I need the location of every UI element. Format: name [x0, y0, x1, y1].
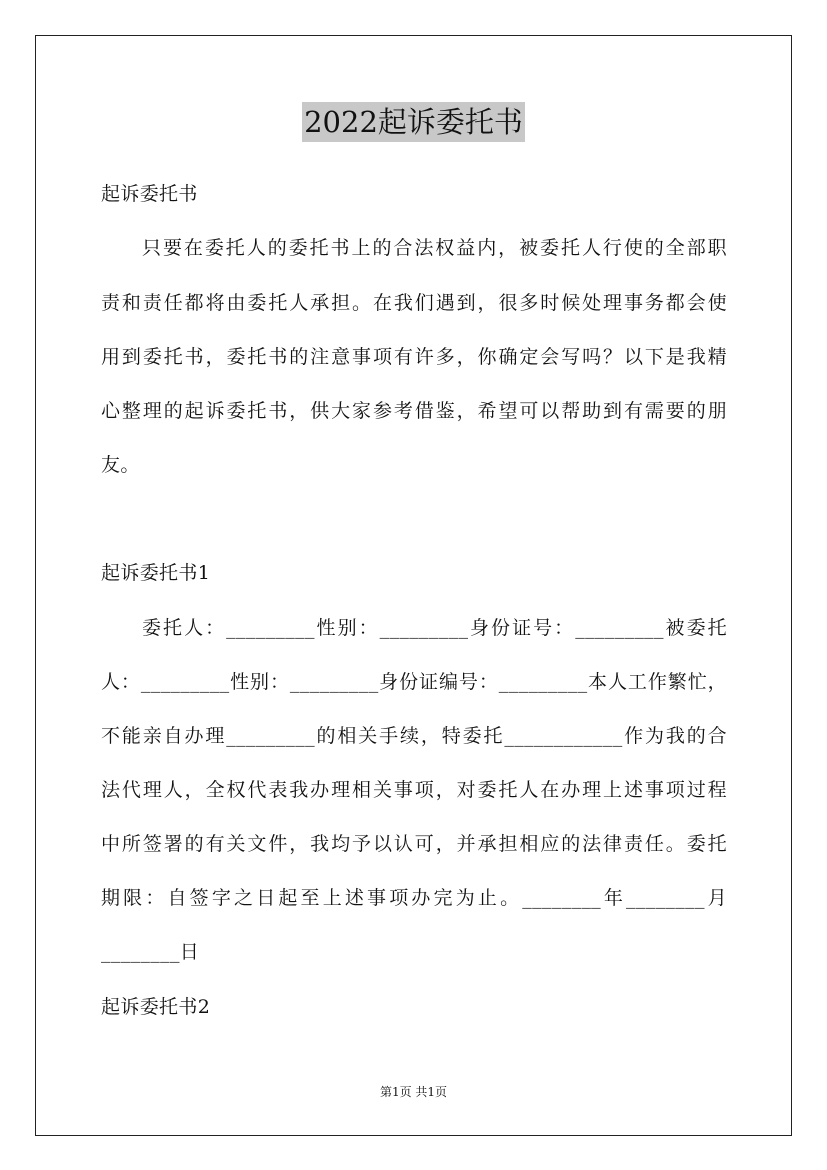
intro-line-1: 只要在委托人的委托书上的合法权益内，被委托人行使的全部职 [142, 237, 727, 259]
section2-heading: 起诉委托书2 [101, 996, 211, 1018]
intro-line-3: 用到委托书，委托书的注意事项有许多，你确定会写吗？以下是我精 [101, 346, 727, 368]
section1-line-7: ________日 [101, 941, 200, 963]
section1-line-4: 法代理人，全权代表我办理相关事项，对委托人在办理上述事项过程 [101, 779, 727, 801]
page-footer: 第1页 共1页 [379, 1085, 448, 1099]
heading: 起诉委托书 [101, 183, 198, 205]
section1-line-1: 委托人：_________性别：_________身份证号：_________被委托 [142, 617, 727, 639]
section1-line-6: 期限：自签字之日起至上述事项办完为止。________年________月 [101, 887, 727, 909]
intro-line-2: 责和责任都将由委托人承担。在我们遇到，很多时候处理事务都会使 [101, 292, 727, 314]
title-container [0, 102, 827, 142]
section1-line-3: 不能亲自办理_________的相关手续，特委托____________作为我的合 [101, 725, 727, 747]
section1-heading: 起诉委托书1 [101, 562, 211, 584]
section1-line-2: 人：_________性别：_________身份证编号：_________本人工作繁忙， [101, 671, 727, 693]
intro-line-4: 心整理的起诉委托书，供大家参考借鉴，希望可以帮助到有需要的朋 [101, 400, 727, 422]
document-title: 2022起诉委托书 [302, 102, 525, 142]
intro-line-5: 友。 [101, 454, 140, 476]
section1-line-5: 中所签署的有关文件，我均予以认可，并承担相应的法律责任。委托 [101, 833, 727, 855]
